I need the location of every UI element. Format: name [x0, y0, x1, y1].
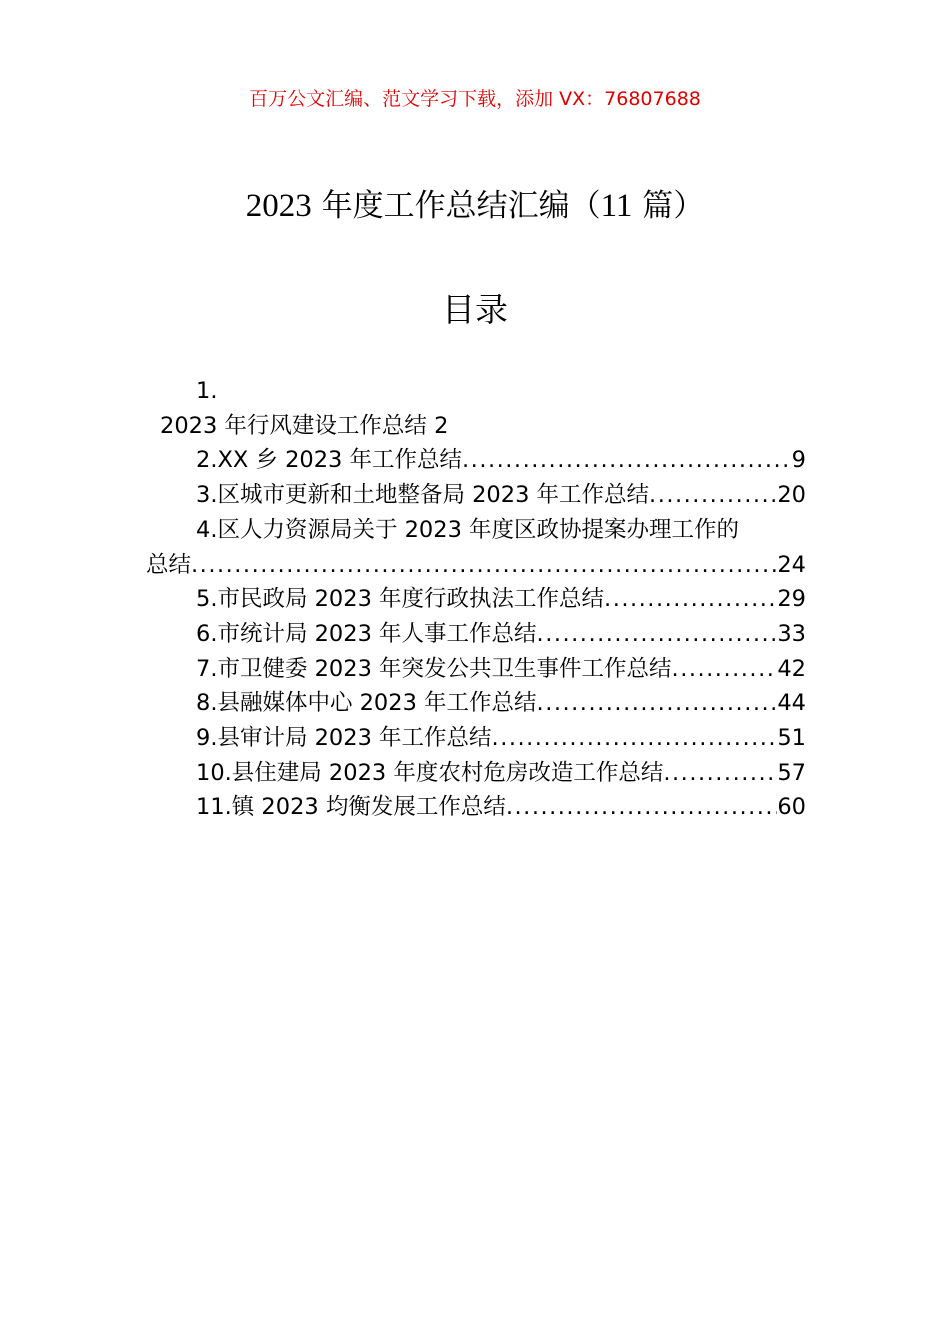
toc-entry-title: 4.区人力资源局关于 2023 年度区政协提案办理工作的 — [196, 516, 740, 543]
title-text: 年度工作总结汇编（ — [311, 188, 601, 224]
table-of-contents — [146, 374, 806, 825]
toc-entry-page: 60 — [777, 794, 806, 821]
toc-leader-dots — [462, 443, 792, 478]
toc-entry[interactable] — [146, 513, 806, 548]
toc-entry-title: 3.区城市更新和土地整备局 2023 年工作总结 — [196, 482, 650, 509]
toc-leader-dots — [649, 478, 777, 513]
toc-entry-page: 33 — [777, 620, 806, 647]
toc-entry[interactable] — [146, 443, 806, 478]
toc-leader-dots — [537, 686, 778, 721]
toc-heading: 目录 — [442, 290, 508, 329]
toc-leader-dots — [506, 790, 778, 825]
toc-item-1-title[interactable]: 2023 年行风建设工作总结 2 — [160, 412, 449, 439]
toc-entry-title: 8.县融媒体中心 2023 年工作总结 — [196, 690, 537, 717]
toc-entry-title: 11.镇 2023 均衡发展工作总结 — [196, 794, 506, 821]
toc-entry[interactable] — [146, 756, 806, 791]
toc-entry-page: 9 — [791, 447, 806, 474]
toc-entry[interactable] — [146, 582, 806, 617]
toc-entry-title: 10.县住建局 2023 年度农村危房改造工作总结 — [196, 759, 664, 786]
title-year: 2023 — [245, 188, 312, 224]
toc-entry-page: 42 — [777, 655, 806, 682]
toc-leader-dots — [191, 548, 777, 583]
toc-entry-title: 5.市民政局 2023 年度行政执法工作总结 — [196, 586, 605, 613]
toc-entry-page: 20 — [777, 482, 806, 509]
toc-entry-title: 总结 — [146, 551, 192, 578]
title-count: 11 — [600, 188, 633, 224]
title-suffix: 篇） — [632, 188, 705, 224]
toc-entry[interactable] — [146, 478, 806, 513]
toc-leader-dots — [663, 756, 777, 791]
toc-entry-page: 57 — [777, 759, 806, 786]
toc-item-1-number: 1. — [196, 378, 218, 404]
toc-entry-title: 7.市卫健委 2023 年突发公共卫生事件工作总结 — [196, 655, 672, 682]
toc-leader-dots — [672, 652, 778, 687]
toc-entry-page: 44 — [777, 690, 806, 717]
toc-entry-title: 6.市统计局 2023 年人事工作总结 — [196, 620, 537, 647]
toc-entry-title: 9.县审计局 2023 年工作总结 — [196, 725, 492, 752]
toc-entry[interactable] — [146, 617, 806, 652]
toc-entry[interactable] — [146, 686, 806, 721]
toc-leader-dots — [537, 617, 778, 652]
toc-entry-page: 24 — [777, 551, 806, 578]
toc-entry[interactable] — [146, 790, 806, 825]
toc-leader-dots — [604, 582, 777, 617]
toc-entry-title: 2.XX 乡 2023 年工作总结 — [196, 447, 463, 474]
toc-entry-continuation[interactable] — [146, 548, 806, 583]
toc-leader-dots — [492, 721, 778, 756]
toc-entry-page: 51 — [777, 725, 806, 752]
toc-entry[interactable] — [146, 652, 806, 687]
document-title — [0, 180, 950, 225]
toc-entry-page: 29 — [777, 586, 806, 613]
toc-entry[interactable] — [146, 721, 806, 756]
header-note: 百万公文汇编、范文学习下载，添加 VX：76807688 — [249, 88, 701, 110]
